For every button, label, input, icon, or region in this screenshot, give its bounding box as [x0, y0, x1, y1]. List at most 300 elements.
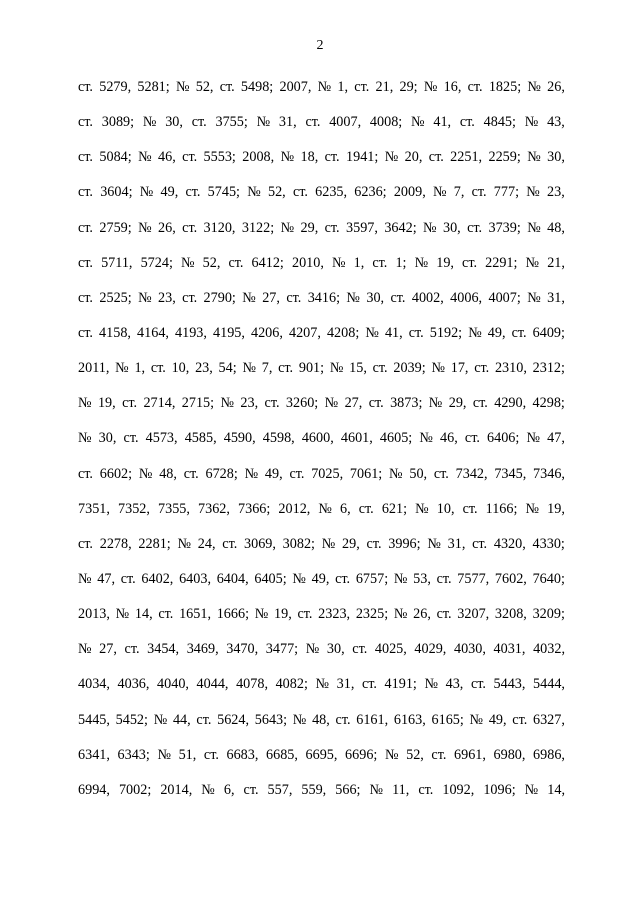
word: 20,: [404, 149, 423, 166]
word: 6,: [223, 781, 235, 798]
word: 7366;: [238, 500, 271, 517]
word: 3755;: [215, 114, 248, 131]
word: 7002;: [118, 781, 152, 798]
word: №: [525, 254, 540, 271]
word: 48,: [159, 465, 177, 482]
word: ст.: [78, 149, 93, 166]
word: 1,: [337, 79, 349, 95]
word: №: [415, 500, 429, 517]
word: ст.: [124, 641, 140, 658]
word: ст.: [191, 114, 207, 131]
word: №: [389, 465, 403, 482]
word: ст.: [78, 465, 93, 482]
word: 43,: [547, 114, 565, 131]
word: 4191;: [384, 676, 417, 693]
word: ст.: [358, 500, 374, 517]
word: 4008;: [369, 114, 403, 131]
word: 4845;: [483, 114, 516, 131]
word: 4195,: [213, 324, 245, 341]
word: 49,: [488, 711, 507, 728]
word: 5643;: [254, 711, 288, 728]
word: ст.: [372, 360, 388, 377]
word: 49,: [160, 184, 179, 201]
word: 4320,: [493, 535, 526, 552]
word: 5624,: [217, 711, 250, 728]
word: 6409;: [532, 324, 565, 341]
text-line: [78, 421, 565, 456]
word: 4007,: [329, 114, 362, 131]
word: ст.: [185, 184, 201, 201]
word: №: [423, 79, 438, 95]
word: ст.: [278, 360, 294, 377]
word: ст.: [123, 430, 139, 447]
word: 47,: [547, 430, 565, 447]
word: 4034,: [78, 676, 110, 693]
word: 6994,: [78, 781, 110, 798]
word: 11,: [392, 781, 410, 798]
word: №: [384, 746, 399, 763]
word: 6343;: [117, 746, 150, 763]
word: №: [414, 254, 429, 271]
word: №: [329, 360, 344, 377]
word: 19,: [274, 606, 292, 623]
word: 10,: [436, 500, 455, 517]
word: 30,: [442, 219, 461, 236]
word: 4029,: [414, 641, 447, 658]
word: ст.: [182, 219, 198, 236]
word: 3207,: [457, 606, 490, 623]
word: №: [346, 289, 360, 306]
word: №: [393, 606, 408, 623]
word: 6235,: [315, 184, 348, 201]
word: 2259;: [488, 149, 521, 166]
word: ст.: [150, 360, 166, 377]
word: 7346,: [533, 465, 565, 482]
word: 30,: [165, 114, 183, 131]
word: ст.: [511, 324, 527, 341]
word: 6986,: [533, 746, 565, 763]
word: ст.: [78, 184, 93, 201]
word: 2291;: [485, 254, 518, 271]
word: 7342,: [455, 465, 488, 482]
word: 2323,: [318, 606, 351, 623]
word: 6163,: [393, 711, 426, 728]
word: 6403,: [179, 570, 211, 587]
word: №: [177, 535, 192, 552]
word: 4002,: [411, 289, 444, 306]
text-line: [78, 773, 565, 808]
text-line: [78, 70, 565, 105]
word: 2008,: [242, 149, 275, 166]
word: №: [78, 570, 92, 587]
word: №: [280, 219, 295, 236]
word: №: [365, 324, 379, 341]
word: №: [280, 149, 295, 166]
word: 19,: [547, 500, 565, 517]
word: №: [175, 79, 190, 95]
word: 41,: [384, 324, 403, 341]
word: ст.: [335, 570, 351, 587]
word: №: [115, 360, 129, 377]
word: 4208;: [326, 324, 360, 341]
word: 6165;: [431, 711, 464, 728]
word: 557,: [267, 781, 293, 798]
word: 2007,: [279, 79, 312, 95]
word: ст.: [464, 430, 480, 447]
word: 4031,: [493, 641, 526, 658]
word: 30,: [366, 289, 385, 306]
word: 27,: [99, 641, 117, 658]
word: 5443,: [493, 676, 526, 693]
word: 6406;: [487, 430, 520, 447]
word: 26,: [547, 79, 565, 95]
word: ст.: [228, 254, 244, 271]
word: ст.: [203, 746, 219, 763]
word: 48,: [312, 711, 330, 728]
word: №: [525, 500, 540, 517]
word: 4601,: [340, 430, 373, 447]
word: 17,: [450, 360, 469, 377]
text-line: [78, 386, 565, 421]
word: №: [526, 430, 541, 447]
word: 41,: [433, 114, 452, 131]
text-line: [78, 316, 565, 351]
word: №: [244, 465, 259, 482]
word: 3996;: [388, 535, 421, 552]
word: 4006,: [450, 289, 483, 306]
word: 46,: [440, 430, 458, 447]
word: 5084;: [99, 149, 132, 166]
word: ст.: [78, 219, 93, 236]
word: ст.: [289, 465, 305, 482]
word: 44,: [172, 711, 191, 728]
word: 5724;: [140, 254, 173, 271]
word: ст.: [436, 570, 452, 587]
word: 6728;: [205, 465, 238, 482]
word: 5281;: [137, 79, 170, 95]
word: ст.: [408, 324, 424, 341]
word: 31,: [278, 114, 297, 131]
body-text: [78, 70, 565, 808]
word: 6757;: [355, 570, 389, 587]
word: 4193,: [175, 324, 207, 341]
word: №: [431, 360, 445, 377]
word: ст.: [390, 289, 406, 306]
word: ст.: [78, 535, 93, 552]
word: 23,: [158, 289, 176, 306]
word: 6402,: [141, 570, 174, 587]
word: 2012,: [278, 500, 311, 517]
text-line: [78, 738, 565, 773]
word: 1,: [134, 360, 146, 377]
word: 52,: [202, 254, 221, 271]
text-line: [78, 281, 565, 316]
text-line: [78, 457, 565, 492]
word: 1166;: [485, 500, 518, 517]
word: №: [78, 430, 92, 447]
word: 1092,: [442, 781, 475, 798]
word: 7577,: [457, 570, 490, 587]
word: 4036,: [117, 676, 150, 693]
word: 4590,: [223, 430, 256, 447]
word: 2325;: [355, 606, 389, 623]
page-number: 2: [316, 38, 324, 53]
word: 7602,: [494, 570, 527, 587]
text-line: [78, 140, 565, 175]
text-line: [78, 703, 565, 738]
word: №: [315, 676, 330, 693]
word: №: [331, 254, 346, 271]
word: 5745;: [207, 184, 240, 201]
text-line: [78, 211, 565, 246]
word: №: [411, 114, 425, 131]
word: ст.: [433, 465, 449, 482]
word: 6405;: [254, 570, 287, 587]
word: 7640;: [532, 570, 565, 587]
word: 2281;: [138, 535, 171, 552]
word: №: [138, 465, 153, 482]
text-line: [78, 562, 565, 597]
word: ст.: [471, 184, 487, 201]
word: 4585,: [184, 430, 217, 447]
word: 46,: [158, 149, 176, 166]
word: 3642;: [384, 219, 417, 236]
word: 16,: [443, 79, 462, 95]
word: 6695,: [305, 746, 338, 763]
word: 6412;: [251, 254, 284, 271]
word: 5452;: [115, 711, 148, 728]
word: 26,: [413, 606, 431, 623]
word: 3470,: [226, 641, 259, 658]
word: ст.: [297, 606, 313, 623]
word: ст.: [183, 465, 199, 482]
word: 3082;: [282, 535, 315, 552]
word: 52,: [195, 79, 214, 95]
word: 6685,: [266, 746, 298, 763]
word: 6161,: [356, 711, 389, 728]
word: ст.: [243, 781, 259, 798]
word: 4044,: [196, 676, 229, 693]
word: 4600,: [301, 430, 334, 447]
word: 3873;: [390, 395, 423, 412]
word: №: [424, 676, 439, 693]
word: 3416;: [307, 289, 341, 306]
word: ст.: [459, 114, 475, 131]
word: №: [393, 570, 408, 587]
word: 5279,: [99, 79, 132, 95]
word: №: [321, 535, 336, 552]
word: 4207,: [288, 324, 321, 341]
word: №: [138, 219, 152, 236]
word: 2525;: [99, 289, 132, 306]
word: 31,: [336, 676, 355, 693]
word: ст.: [418, 781, 434, 798]
word: 5711,: [101, 254, 133, 271]
word: 4032,: [533, 641, 565, 658]
word: ст.: [324, 219, 340, 236]
word: 4290,: [494, 395, 527, 412]
word: ст.: [305, 114, 321, 131]
word: 5553;: [203, 149, 236, 166]
word: 2312;: [532, 360, 565, 377]
word: ст.: [352, 641, 368, 658]
word: 4573,: [145, 430, 178, 447]
word: 29,: [448, 395, 467, 412]
word: №: [157, 746, 171, 763]
word: 7,: [453, 184, 465, 201]
word: 1651,: [179, 606, 211, 623]
word: ст.: [78, 289, 93, 306]
word: ст.: [472, 395, 488, 412]
word: №: [427, 535, 441, 552]
word: ст.: [78, 324, 93, 341]
word: 3122;: [241, 219, 275, 236]
word: 3739;: [488, 219, 521, 236]
word: 4078,: [236, 676, 268, 693]
word: 1941;: [346, 149, 379, 166]
word: №: [292, 570, 306, 587]
word: ст.: [361, 676, 377, 693]
word: 6961,: [454, 746, 486, 763]
word: ст.: [158, 606, 174, 623]
word: №: [526, 184, 540, 201]
word: 3089;: [101, 114, 135, 131]
word: №: [292, 711, 307, 728]
word: №: [181, 254, 195, 271]
word: 5444,: [533, 676, 565, 693]
word: 23,: [547, 184, 565, 201]
word: 5498;: [240, 79, 274, 95]
word: 2278,: [99, 535, 132, 552]
word: №: [115, 606, 130, 623]
word: №: [369, 781, 384, 798]
word: 27,: [262, 289, 280, 306]
word: ст.: [78, 114, 93, 131]
word: 7061;: [349, 465, 383, 482]
word: №: [201, 781, 215, 798]
word: ст.: [428, 149, 444, 166]
word: 2010,: [291, 254, 324, 271]
word: 7345,: [494, 465, 527, 482]
word: 31,: [547, 289, 565, 306]
word: ст.: [462, 500, 478, 517]
word: 50,: [409, 465, 428, 482]
word: 7352,: [118, 500, 150, 517]
word: №: [305, 641, 320, 658]
word: 3260;: [285, 395, 319, 412]
word: 901;: [298, 360, 325, 377]
word: 3469,: [186, 641, 219, 658]
word: 621;: [381, 500, 408, 517]
word: №: [428, 395, 443, 412]
word: №: [317, 79, 332, 95]
word: 1666;: [216, 606, 250, 623]
word: ст.: [286, 289, 302, 306]
word: 21,: [375, 79, 394, 95]
word: 7025,: [311, 465, 344, 482]
word: 7351,: [78, 500, 110, 517]
word: №: [524, 781, 539, 798]
word: 4030,: [453, 641, 486, 658]
word: 6404,: [216, 570, 249, 587]
word: 3208,: [494, 606, 527, 623]
word: №: [318, 500, 332, 517]
word: ст.: [470, 676, 486, 693]
word: №: [242, 360, 256, 377]
word: ст.: [222, 535, 238, 552]
word: ст.: [122, 395, 138, 412]
word: ст.: [368, 395, 384, 412]
word: ст.: [182, 149, 198, 166]
word: ст.: [324, 149, 340, 166]
word: 26,: [158, 219, 176, 236]
word: 3120,: [203, 219, 236, 236]
word: 6980,: [493, 746, 526, 763]
word: 1;: [395, 254, 407, 271]
word: 30,: [98, 430, 117, 447]
word: 27,: [344, 395, 363, 412]
word: №: [78, 641, 92, 658]
word: ст.: [467, 79, 483, 95]
word: 7,: [261, 360, 273, 377]
word: 3209;: [532, 606, 565, 623]
word: 29,: [342, 535, 360, 552]
word: 30,: [547, 149, 565, 166]
text-line: [78, 667, 565, 702]
word: ст.: [474, 360, 490, 377]
word: 2009,: [393, 184, 426, 201]
word: №: [469, 711, 484, 728]
word: 6696;: [345, 746, 378, 763]
word: 2013,: [78, 606, 110, 623]
word: №: [384, 149, 399, 166]
word: №: [527, 289, 541, 306]
word: 4158,: [99, 324, 131, 341]
word: 6327,: [532, 711, 565, 728]
word: 2714,: [143, 395, 176, 412]
word: №: [138, 289, 152, 306]
word: 4298;: [532, 395, 565, 412]
word: 48,: [547, 219, 565, 236]
word: 3454,: [147, 641, 180, 658]
word: 24,: [197, 535, 216, 552]
word: 3069,: [244, 535, 276, 552]
word: 3604;: [100, 184, 133, 201]
word: №: [527, 149, 541, 166]
text-line: [78, 175, 565, 210]
word: 6683,: [226, 746, 259, 763]
word: №: [139, 184, 154, 201]
word: №: [138, 149, 152, 166]
word: ст.: [436, 606, 452, 623]
word: 21,: [547, 254, 565, 271]
word: 2011,: [78, 360, 110, 377]
word: 7362,: [198, 500, 230, 517]
word: 3597,: [346, 219, 378, 236]
word: 1,: [353, 254, 365, 271]
word: ст.: [292, 184, 308, 201]
word: №: [247, 184, 261, 201]
word: ст.: [467, 219, 483, 236]
word: 52,: [406, 746, 424, 763]
word: ст.: [264, 395, 280, 412]
word: 23,: [240, 395, 259, 412]
word: 31,: [447, 535, 466, 552]
word: 54;: [218, 360, 237, 377]
word: 6,: [340, 500, 351, 517]
word: №: [78, 395, 92, 412]
word: №: [527, 79, 541, 95]
